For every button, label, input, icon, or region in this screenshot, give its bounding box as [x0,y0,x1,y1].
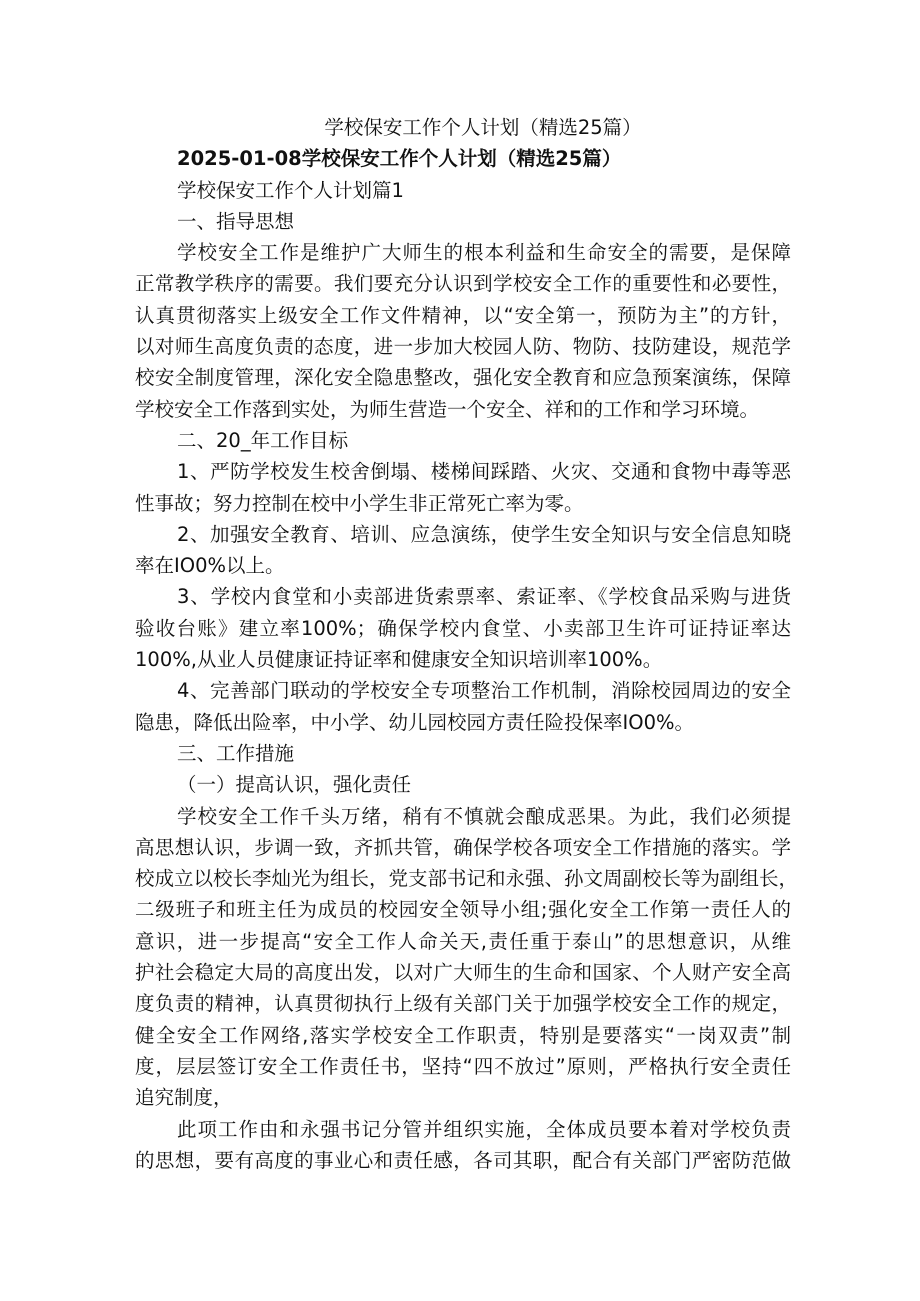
section-heading-3: 三、工作措施 [177,741,295,765]
paragraph-line: 二级班子和班主任为成员的校园安全领导小组;强化安全工作第一责任人的 [135,898,791,922]
paragraph-line: 此项工作由和永强书记分管并组织实施，全体成员要本着对学校负责 [177,1117,791,1141]
date-line: 2025-01-08学校保安工作个人计划（精选25篇） [177,147,622,171]
goal-line: 隐患，降低出险率，中小学、幼儿园校园方责任险投保率IO0%。 [135,710,695,734]
goal-line: 1、严防学校发生校舍倒塌、楼梯间踩踏、火灾、交通和食物中毒等恶 [177,460,791,484]
paragraph-line: 追究制度， [135,1086,233,1110]
paragraph-line: 学校安全工作落到实处，为师生营造一个安全、祥和的工作和学习环境。 [135,397,760,421]
document-title: 学校保安工作个人计划（精选25篇） [324,116,642,139]
paragraph-line: 意识，进一步提高“安全工作人命关天,责任重于泰山”的思想意识，从维 [135,929,791,953]
paragraph-line: 度，层层签订安全工作责任书，坚持“四不放过”原则，严格执行安全责任 [135,1054,791,1078]
paragraph-line: 学校安全工作是维护广大师生的根本利益和生命安全的需要，是保障 [177,241,791,265]
paragraph-line: 高思想认识，步调一致，齐抓共管，确保学校各项安全工作措施的落实。学 [135,835,791,859]
paragraph-line: 度负责的精神，认真贯彻执行上级有关部门关于加强学校安全工作的规定， [135,992,791,1016]
paragraph-line: 的思想，要有高度的事业心和责任感，各司其职，配合有关部门严密防范做 [135,1148,791,1172]
paragraph-line: 校成立以校长李灿光为组长，党支部书记和永强、孙文周副校长等为副组长， [135,867,799,891]
paragraph-line: 正常教学秩序的需要。我们要充分认识到学校安全工作的重要性和必要性， [135,272,791,296]
goal-line: 3、学校内食堂和小卖部进货索票率、索证率、《学校食品采购与进货 [177,585,791,609]
goal-line: 100%,从业人员健康证持证率和健康安全知识培训率100%。 [135,648,663,672]
paragraph-line: 认真贯彻落实上级安全工作文件精神，以“安全第一，预防为主”的方针， [135,303,791,327]
paragraph-line: 健全安全工作网络,落实学校安全工作职责，特别是要落实“一岗双责”制 [135,1023,791,1047]
goal-line: 率在IO0%以上。 [135,554,285,578]
paragraph-line: 校安全制度管理，深化安全隐患整改，强化安全教育和应急预案演练，保障 [135,366,791,390]
goal-line: 2、加强安全教育、培训、应急演练，使学生安全知识与安全信息知晓 [177,522,791,546]
section-heading-2: 二、20_年工作目标 [177,428,349,452]
section-heading-1: 一、指导思想 [177,209,295,233]
paragraph-line: 以对师生高度负责的态度，进一步加大校园人防、物防、技防建设，规范学 [135,335,791,359]
subsection-heading-1: （一）提高认识，强化责任 [177,773,412,797]
goal-line: 性事故；努力控制在校中小学生非正常死亡率为零。 [135,491,584,515]
document-subtitle: 学校保安工作个人计划篇1 [177,178,404,202]
paragraph-line: 学校安全工作千头万绪，稍有不慎就会酿成恶果。为此，我们必须提 [177,804,791,828]
document-body [135,112,799,1176]
goal-line: 验收台账》建立率100%；确保学校内食堂、小卖部卫生许可证持证率达 [135,616,791,640]
paragraph-line: 护社会稳定大局的高度出发，以对广大师生的生命和国家、个人财产安全高 [135,961,791,985]
goal-line: 4、完善部门联动的学校安全专项整治工作机制，消除校园周边的安全 [177,679,791,703]
